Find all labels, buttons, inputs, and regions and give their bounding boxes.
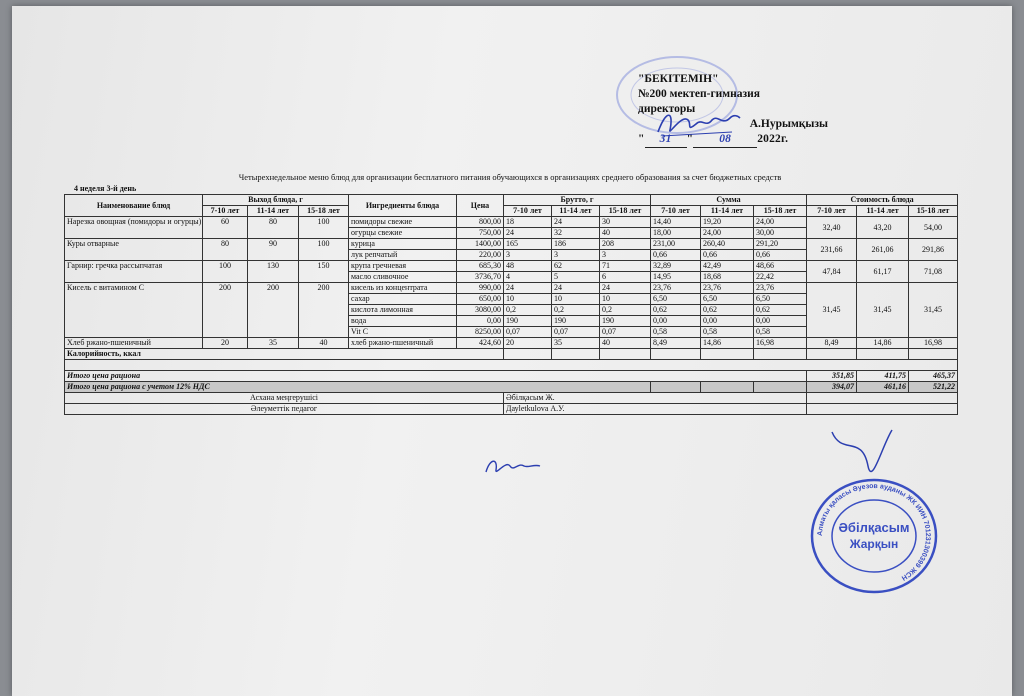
ingredient-sum: 0,62 — [651, 305, 701, 316]
ingredient-price: 424,60 — [457, 338, 504, 349]
ingredient-name: масло сливочное — [349, 272, 457, 283]
total-value: 351,85 — [807, 371, 857, 382]
ingredient-name: лук репчатый — [349, 250, 457, 261]
ingredient-sum: 42,49 — [701, 261, 754, 272]
ingredient-brutto: 0,07 — [504, 327, 552, 338]
empty-cell — [600, 349, 651, 360]
ingredient-name: курица — [349, 239, 457, 250]
header-age: 7-10 лет — [807, 206, 857, 217]
ingredient-brutto: 24 — [552, 217, 600, 228]
header-dish: Наименование блюд — [65, 195, 203, 217]
table-row — [65, 261, 958, 272]
ingredient-sum: 22,42 — [754, 272, 807, 283]
ingredient-brutto: 71 — [600, 261, 651, 272]
ingredient-sum: 23,76 — [651, 283, 701, 294]
ingredient-name: помидоры свежие — [349, 217, 457, 228]
ingredient-brutto: 18 — [504, 217, 552, 228]
ingredient-name: вода — [349, 316, 457, 327]
ingredient-sum: 24,00 — [701, 228, 754, 239]
ingredient-brutto: 190 — [600, 316, 651, 327]
ingredient-brutto: 48 — [504, 261, 552, 272]
ingredient-sum: 30,00 — [754, 228, 807, 239]
vat-total-value: 394,07 — [807, 382, 857, 393]
header-age: 15-18 лет — [754, 206, 807, 217]
calories-row — [65, 349, 958, 360]
ingredient-brutto: 24 — [600, 283, 651, 294]
empty-cell — [807, 393, 958, 404]
dish-output: 80 — [248, 217, 299, 239]
header-age: 11-14 лет — [701, 206, 754, 217]
ingredient-brutto: 10 — [552, 294, 600, 305]
dish-cost: 8,49 — [807, 338, 857, 349]
dish-cost: 16,98 — [909, 338, 958, 349]
dish-cost: 231,66 — [807, 239, 857, 261]
header-sum: Сумма — [651, 195, 807, 206]
ingredient-price: 800,00 — [457, 217, 504, 228]
ingredient-brutto: 186 — [552, 239, 600, 250]
dish-output: 100 — [203, 261, 248, 283]
dish-cost: 31,45 — [807, 283, 857, 338]
header-age: 11-14 лет — [857, 206, 909, 217]
ingredient-brutto: 32 — [552, 228, 600, 239]
ingredient-sum: 0,62 — [754, 305, 807, 316]
ingredient-sum: 0,66 — [701, 250, 754, 261]
dish-cost: 31,45 — [909, 283, 958, 338]
ingredient-brutto: 40 — [600, 228, 651, 239]
dish-name: Нарезка овощная (помидоры и огурцы) — [65, 217, 203, 239]
dish-output: 100 — [299, 239, 349, 261]
ingredient-price: 650,00 — [457, 294, 504, 305]
stamp-center-line-2: Жарқын — [849, 537, 899, 551]
table-row — [65, 217, 958, 228]
dish-cost: 47,84 — [807, 261, 857, 283]
ingredient-name: хлеб ржано-пшеничный — [349, 338, 457, 349]
stamp-center-line-1: Әбілқасым — [838, 520, 910, 535]
empty-cell — [701, 382, 754, 393]
empty-cell — [909, 349, 958, 360]
ingredient-sum: 6,50 — [754, 294, 807, 305]
round-stamp-icon — [806, 476, 942, 596]
calories-label: Калорийность, ккал — [65, 349, 504, 360]
ingredient-sum: 14,95 — [651, 272, 701, 283]
dish-output: 200 — [299, 283, 349, 338]
dish-cost: 61,17 — [857, 261, 909, 283]
ingredient-sum: 0,00 — [754, 316, 807, 327]
dish-cost: 291,86 — [909, 239, 958, 261]
ingredient-sum: 6,50 — [651, 294, 701, 305]
ingredient-sum: 0,66 — [754, 250, 807, 261]
ingredient-brutto: 24 — [504, 228, 552, 239]
ingredient-price: 750,00 — [457, 228, 504, 239]
total-label: Итого цена рациона — [65, 371, 807, 382]
dish-cost: 261,06 — [857, 239, 909, 261]
dish-output: 20 — [203, 338, 248, 349]
header-brutto: Брутто, г — [504, 195, 651, 206]
ingredient-price: 3080,00 — [457, 305, 504, 316]
ingredient-sum: 260,40 — [701, 239, 754, 250]
blank-row — [65, 360, 958, 371]
menu-table — [64, 194, 958, 415]
ingredient-brutto: 0,2 — [552, 305, 600, 316]
empty-cell — [651, 382, 701, 393]
ingredient-sum: 14,40 — [651, 217, 701, 228]
dish-output: 80 — [203, 239, 248, 261]
cook-role: Асхана меңгерушісі — [65, 393, 504, 404]
dish-output: 60 — [203, 217, 248, 239]
empty-cell — [807, 349, 857, 360]
ingredient-brutto: 0,07 — [552, 327, 600, 338]
header-age: 7-10 лет — [203, 206, 248, 217]
ingredient-price: 1400,00 — [457, 239, 504, 250]
pedagogue-row — [65, 404, 958, 415]
ingredient-sum: 291,20 — [754, 239, 807, 250]
ingredient-price: 990,00 — [457, 283, 504, 294]
ingredient-brutto: 3 — [504, 250, 552, 261]
director-signature-icon — [652, 106, 742, 140]
ingredient-brutto: 24 — [504, 283, 552, 294]
ingredient-price: 3736,70 — [457, 272, 504, 283]
ingredient-brutto: 4 — [504, 272, 552, 283]
ingredient-brutto: 190 — [504, 316, 552, 327]
pedagogue-signature-icon — [482, 454, 542, 478]
ingredient-brutto: 0,2 — [504, 305, 552, 316]
header-age: 11-14 лет — [248, 206, 299, 217]
dish-name: Куры отварные — [65, 239, 203, 261]
dish-name: Гарнир: гречка рассыпчатая — [65, 261, 203, 283]
ingredient-sum: 0,58 — [701, 327, 754, 338]
empty-cell — [754, 349, 807, 360]
header-price: Цена — [457, 195, 504, 217]
empty-cell — [754, 382, 807, 393]
ingredient-sum: 32,89 — [651, 261, 701, 272]
dish-cost: 14,86 — [857, 338, 909, 349]
ingredient-sum: 8,49 — [651, 338, 701, 349]
ingredient-brutto: 3 — [600, 250, 651, 261]
ingredient-brutto: 20 — [504, 338, 552, 349]
ingredient-name: огурцы свежие — [349, 228, 457, 239]
approval-name: А.Нурымқызы — [749, 118, 828, 130]
ingredient-brutto: 10 — [600, 294, 651, 305]
dish-output: 200 — [248, 283, 299, 338]
approval-line-2: №200 мектеп-гимназия — [638, 88, 760, 100]
empty-cell — [65, 360, 958, 371]
cook-row — [65, 393, 958, 404]
ingredient-brutto: 6 — [600, 272, 651, 283]
approval-line-1: "БЕКІТЕМІН" — [638, 73, 719, 85]
document-title: Четырехнедельное меню блюд для организации бесплатного питания обучающихся в организациях среднего образования за счет бюджетных средств — [238, 172, 782, 182]
dish-output: 35 — [248, 338, 299, 349]
header-cost: Стоимость блюда — [807, 195, 958, 206]
ingredient-brutto: 10 — [504, 294, 552, 305]
ingredient-sum: 14,86 — [701, 338, 754, 349]
dish-output: 100 — [299, 217, 349, 239]
dish-cost: 31,45 — [857, 283, 909, 338]
dish-cost: 43,20 — [857, 217, 909, 239]
ingredient-price: 685,30 — [457, 261, 504, 272]
table-row — [65, 338, 958, 349]
dish-name: Хлеб ржано-пшеничный — [65, 338, 203, 349]
empty-cell — [857, 349, 909, 360]
empty-cell — [552, 349, 600, 360]
header-age: 15-18 лет — [909, 206, 958, 217]
vat-total-row — [65, 382, 958, 393]
ingredient-sum: 0,00 — [701, 316, 754, 327]
ingredient-sum: 0,62 — [701, 305, 754, 316]
total-value: 411,75 — [857, 371, 909, 382]
vat-total-value: 461,16 — [857, 382, 909, 393]
dish-output: 150 — [299, 261, 349, 283]
ingredient-sum: 23,76 — [701, 283, 754, 294]
header-age: 7-10 лет — [504, 206, 552, 217]
approval-line-3: директоры — [638, 103, 696, 115]
empty-cell — [651, 349, 701, 360]
stamp-ring-text: Алматы қаласы Әуезов ауданы ЖК ИИН 701231300399 ЖСН — [816, 482, 932, 582]
ingredient-price: 220,00 — [457, 250, 504, 261]
ingredient-sum: 16,98 — [754, 338, 807, 349]
header-age: 15-18 лет — [299, 206, 349, 217]
total-value: 465,37 — [909, 371, 958, 382]
dish-cost: 54,00 — [909, 217, 958, 239]
ingredient-sum: 48,66 — [754, 261, 807, 272]
ingredient-brutto: 62 — [552, 261, 600, 272]
total-row — [65, 371, 958, 382]
dish-output: 130 — [248, 261, 299, 283]
ingredient-name: Vit C — [349, 327, 457, 338]
ingredient-brutto: 24 — [552, 283, 600, 294]
dish-output: 90 — [248, 239, 299, 261]
ingredient-brutto: 3 — [552, 250, 600, 261]
ingredient-sum: 0,00 — [651, 316, 701, 327]
dish-cost: 71,08 — [909, 261, 958, 283]
empty-cell — [504, 349, 552, 360]
ingredient-sum: 24,00 — [754, 217, 807, 228]
header-ingredients: Ингредиенты блюда — [349, 195, 457, 217]
table-row — [65, 239, 958, 250]
ingredient-sum: 23,76 — [754, 283, 807, 294]
vat-total-label: Итого цена рациона с учетом 12% НДС — [65, 382, 651, 393]
table-row — [65, 283, 958, 294]
ingredient-sum: 0,58 — [651, 327, 701, 338]
ingredient-sum: 0,58 — [754, 327, 807, 338]
ingredient-name: крупа гречневая — [349, 261, 457, 272]
approval-date: " 31 " 08 2022г. — [638, 132, 828, 148]
ingredient-brutto: 165 — [504, 239, 552, 250]
ingredient-sum: 231,00 — [651, 239, 701, 250]
empty-cell — [807, 404, 958, 415]
ingredient-brutto: 0,07 — [600, 327, 651, 338]
ingredient-brutto: 35 — [552, 338, 600, 349]
dish-output: 200 — [203, 283, 248, 338]
ingredient-sum: 18,68 — [701, 272, 754, 283]
document-page — [12, 6, 1012, 696]
ingredient-brutto: 208 — [600, 239, 651, 250]
ingredient-sum: 6,50 — [701, 294, 754, 305]
ingredient-price: 0,00 — [457, 316, 504, 327]
pedagogue-name: Дауletkulova А.У. — [504, 404, 807, 415]
ingredient-brutto: 40 — [600, 338, 651, 349]
ingredient-sum: 0,66 — [651, 250, 701, 261]
ingredient-price: 8250,00 — [457, 327, 504, 338]
cook-name: Әбілқасым Ж. — [504, 393, 807, 404]
dish-output: 40 — [299, 338, 349, 349]
ingredient-sum: 18,00 — [651, 228, 701, 239]
vat-total-value: 521,22 — [909, 382, 958, 393]
ingredient-brutto: 190 — [552, 316, 600, 327]
empty-cell — [701, 349, 754, 360]
ingredient-brutto: 5 — [552, 272, 600, 283]
ingredient-brutto: 0,2 — [600, 305, 651, 316]
ingredient-name: кислота лимонная — [349, 305, 457, 316]
ingredient-brutto: 30 — [600, 217, 651, 228]
header-age: 15-18 лет — [600, 206, 651, 217]
week-day-label: 4 неделя 3-й день — [74, 184, 137, 193]
dish-cost: 32,40 — [807, 217, 857, 239]
header-age: 7-10 лет — [651, 206, 701, 217]
header-age: 11-14 лет — [552, 206, 600, 217]
ingredient-name: кисель из концентрата — [349, 283, 457, 294]
ingredient-name: сахар — [349, 294, 457, 305]
ingredient-sum: 19,20 — [701, 217, 754, 228]
header-output: Выход блюда, г — [203, 195, 349, 206]
dish-name: Кисель с витамином С — [65, 283, 203, 338]
pedagogue-role: Әлеуметтік педагог — [65, 404, 504, 415]
